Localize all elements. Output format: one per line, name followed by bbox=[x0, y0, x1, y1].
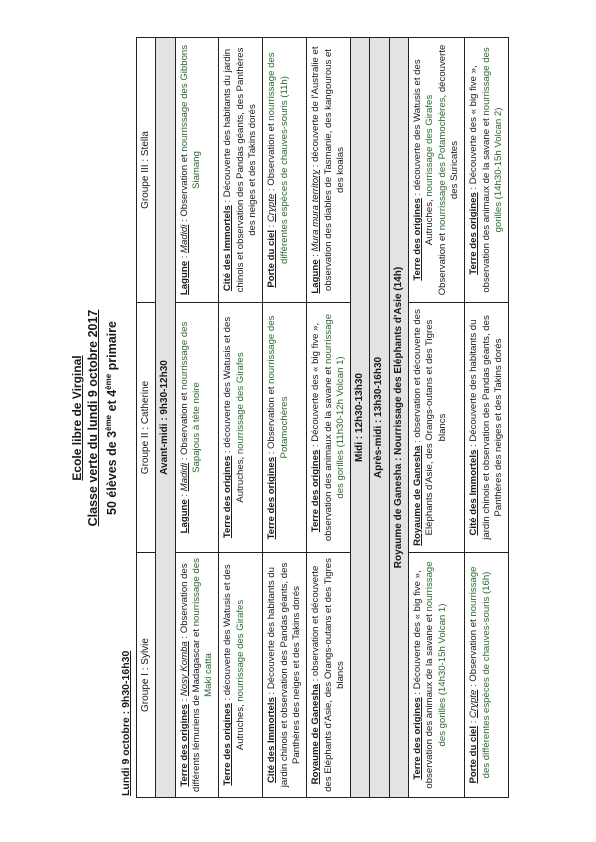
cell: Royaume de Ganesha : observation et découverte des Eléphants d'Asie, des Orangs-outans et des Tigres blancs bbox=[409, 303, 465, 553]
day-line: Lundi 9 octobre : 9h30-16h30 bbox=[120, 650, 132, 796]
group-3-header: Groupe III : Stella bbox=[137, 38, 156, 303]
cell: Terre des origines : découverte des Watusis et des Autruches, nourrissage des Girafes Observation et nourrissage des Potamochères, découverte des Suricates bbox=[409, 38, 465, 303]
morning-band-row bbox=[156, 38, 175, 798]
cell: Terre des origines : Observation et nourrissage des Potamochères bbox=[263, 303, 307, 553]
morning-row-2 bbox=[219, 38, 263, 798]
cell: Terre des origines : Découverte des « big five », observation des animaux de la savane et nourrissage des gorilles (14h30-15h Volcan 2) bbox=[465, 38, 509, 303]
cell: Terre des origines : Découverte des « big five », observation des animaux de la savane et nourrissage des gorilles (11h30-12h Volcan 1) bbox=[307, 303, 351, 553]
ganesha-band-row bbox=[389, 38, 408, 798]
cell: Terre des origines : découverte des Watusis et des Autruches, nourrissage des Girafes bbox=[219, 553, 263, 798]
cell: Porte du ciel : Crypte : Observation et nourrissage des différentes espèces de chauves-souris (16h) bbox=[465, 553, 509, 798]
class-title: 50 élèves de 3ème et 4ème primaire bbox=[104, 321, 120, 515]
ganesha-band: Royaume de Ganesha : Nourrissage des Eléphants d'Asie (14h) bbox=[389, 38, 408, 798]
cell: Royaume de Ganesha : observation et découverte des Eléphants d'Asie, des Orangs-outans et des Tigres blancs bbox=[307, 553, 351, 798]
cell: Lagune : Madidi : Observation et nourrissage des Gibbons Siamang bbox=[175, 38, 219, 303]
noon-band-row bbox=[351, 38, 370, 798]
title-block bbox=[70, 38, 120, 798]
afternoon-band-row bbox=[370, 38, 389, 798]
morning-row-1 bbox=[175, 38, 219, 798]
group-1-header: Groupe I : Sylvie bbox=[137, 553, 156, 798]
afternoon-row-1 bbox=[409, 38, 465, 798]
trip-title: Classe verte du lundi 9 octobre 2017 bbox=[86, 309, 100, 527]
cell: Terre des origines : Nosy Komba : Observation des différents lémuriens de Madagascar et nourrissage des Maki catta bbox=[175, 553, 219, 798]
school-title: Ecole libre de Virginal bbox=[70, 355, 84, 481]
schedule-table bbox=[136, 37, 509, 798]
morning-band: Avant-midi : 9h30-12h30 bbox=[156, 38, 175, 798]
afternoon-band: Après-midi : 13h30-16h30 bbox=[370, 38, 389, 798]
group-header-row bbox=[137, 38, 156, 798]
cell: Lagune : Madidi : Observation et nourrissage des Sapajous à tête noire bbox=[175, 303, 219, 553]
cell: Cité des Immortels : Découverte des habitants du jardin chinois et observation des Pandas géants, des Panthères des neiges et des Takins dorés bbox=[465, 303, 509, 553]
afternoon-row-2 bbox=[465, 38, 509, 798]
morning-row-3 bbox=[263, 38, 307, 798]
group-2-header: Groupe II : Catherine bbox=[137, 303, 156, 553]
noon-band: Midi : 12h30-13h30 bbox=[351, 38, 370, 798]
cell: Porte du ciel : Crypte : Observation et nourrissage des différentes espèces de chauves-souris (11h) bbox=[263, 38, 307, 303]
cell: Cité des Immortels : Découverte des habitants du jardin chinois et observation des Pandas géants, des Panthères des neiges et des Takins dorés bbox=[219, 38, 263, 303]
cell: Cité des Immortels : Découverte des habitants du jardin chinois et observation des Pandas géants, des Panthères des neiges et des Takins dorés bbox=[263, 553, 307, 798]
cell: Terre des origines : découverte des Watusis et des Autruches, nourrissage des Girafes bbox=[219, 303, 263, 553]
cell: Lagune : Mura mura territory : découverte de l'Australie et observation des diables de Tasmanie, des kangourous et des koalas bbox=[307, 38, 351, 303]
morning-row-4 bbox=[307, 38, 351, 798]
cell: Terre des origines : Découverte des « big five », observation des animaux de la savane et nourrissage des gorilles (14h30-15h Volcan 1) bbox=[409, 553, 465, 798]
rotated-document bbox=[70, 38, 570, 798]
